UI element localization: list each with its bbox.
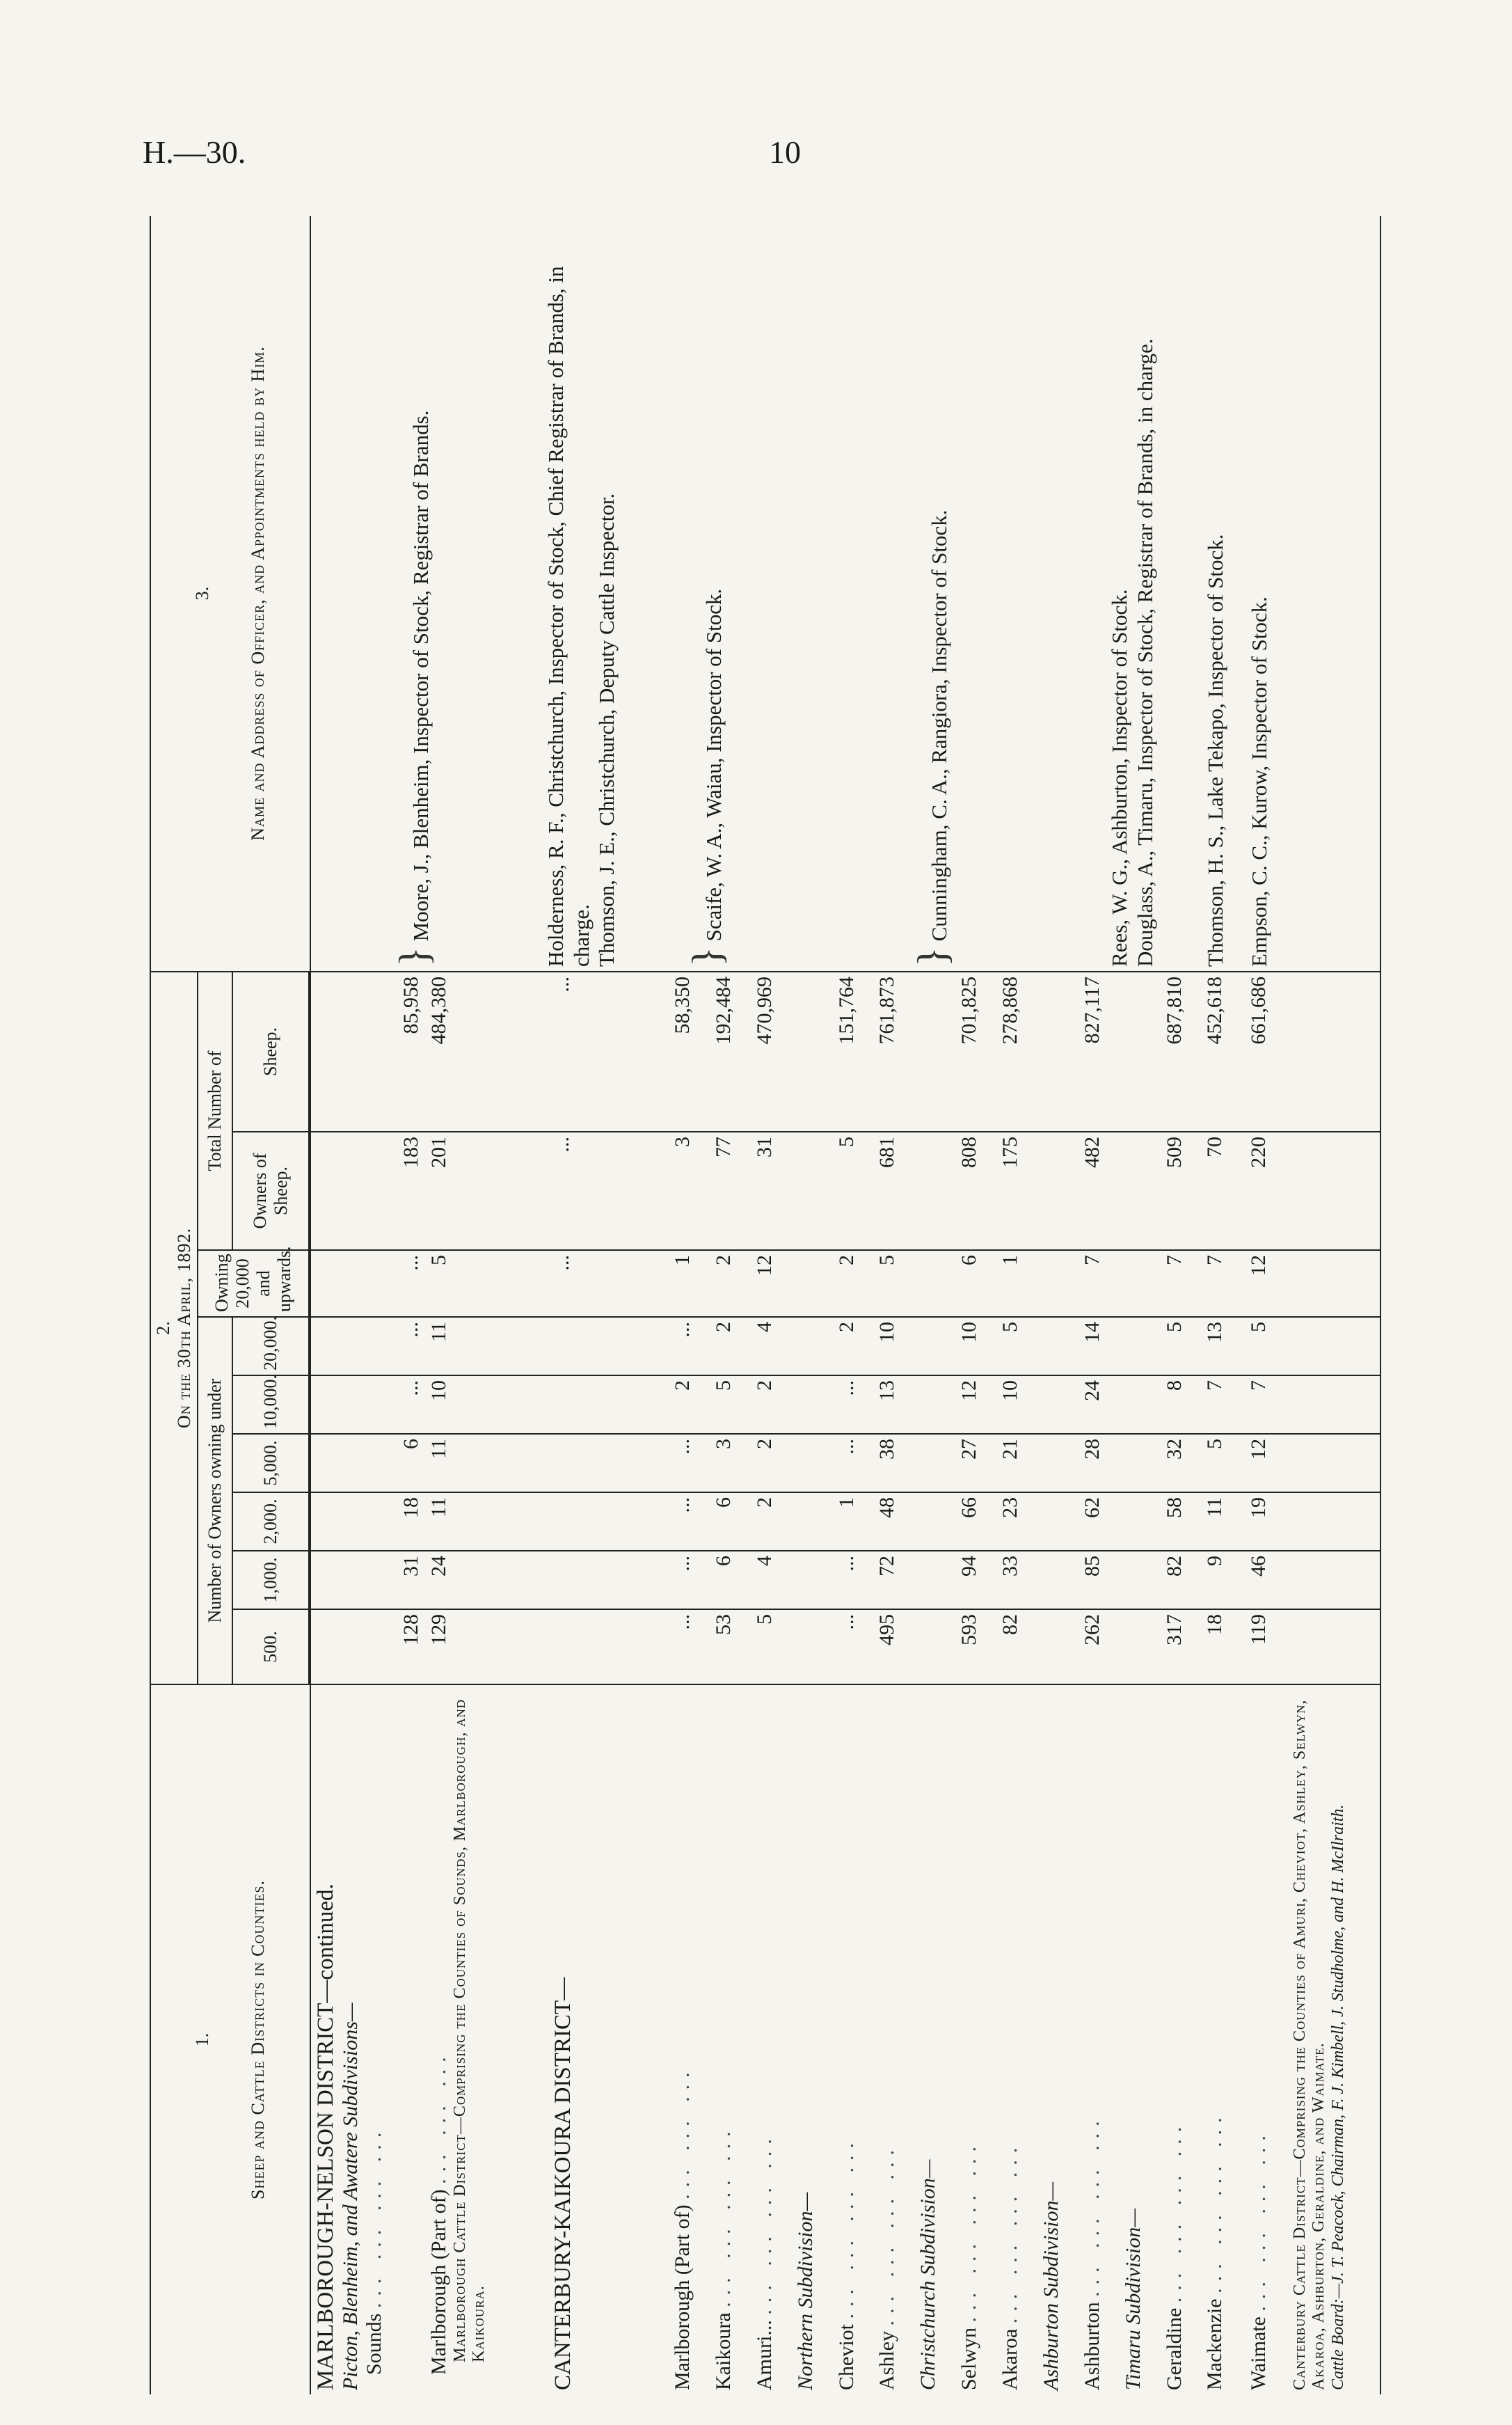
col3-number: 3. (192, 586, 212, 601)
cell: 470,969 (751, 972, 792, 1132)
officer-entry: Scaife, W. A., Waiau, Inspector of Stock. (701, 588, 726, 942)
cell: 11 (425, 1434, 523, 1492)
cell: 77 (710, 1132, 751, 1250)
cell: ... (833, 1609, 874, 1684)
cell: 12 (1245, 1434, 1289, 1492)
row-name: Waimate (1247, 2316, 1271, 2390)
cell: 2 (710, 1317, 751, 1375)
cell: 82 (996, 1609, 1037, 1684)
cell: 5 (710, 1375, 751, 1434)
table-row (792, 216, 833, 2394)
cell: 3 (669, 1132, 710, 1250)
officer-entry: Cunningham, C. A., Rangiora, Inspector of Stock. (926, 510, 951, 942)
row-name: Selwyn (957, 2328, 981, 2390)
cell: 2 (669, 1375, 710, 1434)
cell: 6 (710, 1492, 751, 1551)
row-name: Amuri... (752, 2320, 776, 2390)
cell: 58,350 (669, 972, 710, 1132)
table-row (310, 216, 425, 2394)
cell: 183 (310, 1132, 425, 1250)
page-number: 10 (769, 134, 801, 170)
cell: ... (833, 1434, 874, 1492)
cell: 18 (1201, 1609, 1245, 1684)
cell: 12 (1245, 1250, 1289, 1317)
cell: 129 (425, 1609, 523, 1684)
table-row (751, 216, 792, 2394)
size-20000-header: 20,000. (232, 1317, 309, 1375)
size-10000-header: 10,000. (232, 1375, 309, 1434)
cell: 687,810 (1161, 972, 1202, 1132)
leader-dots: ... ... ... ... (711, 2124, 735, 2307)
cell: 13 (873, 1375, 914, 1434)
cell: 11 (425, 1317, 523, 1375)
cell: 70 (1201, 1132, 1245, 1250)
cell: 24 (1079, 1375, 1120, 1434)
cell: 10 (955, 1317, 996, 1375)
cell: 31 (310, 1551, 425, 1609)
col1-header (150, 1684, 310, 2394)
cell: 85,958 (310, 972, 425, 1132)
cell: 82 (1161, 1551, 1202, 1609)
cell: 2 (751, 1434, 792, 1492)
cell: 7 (1079, 1250, 1120, 1317)
row-name: Kaikoura (711, 2312, 735, 2390)
cell: 53 (710, 1609, 751, 1684)
row-name: Sounds (363, 2313, 385, 2375)
cell: 23 (996, 1492, 1037, 1551)
cell: ... (523, 972, 669, 1132)
cell: 10 (425, 1375, 523, 1434)
cell: ... (310, 1250, 425, 1317)
leader-dots: ... ... ... ... (1080, 2114, 1104, 2297)
col2-header (150, 972, 198, 1684)
cell: 58 (1161, 1492, 1202, 1551)
officer-entry: Thomson, H. S., Lake Tekapo, Inspector of Stock. (1203, 534, 1228, 967)
leader-dots: ... ... ... (427, 2050, 450, 2184)
cell: ... (310, 1375, 425, 1434)
row-name: Akaroa (998, 2328, 1022, 2390)
cell: 14 (1079, 1317, 1120, 1375)
subdivision-title: Ashburton Subdivision— (1037, 1684, 1079, 2394)
cell: 19 (1245, 1492, 1289, 1551)
owners-of-sheep-header: Owners of Sheep. (232, 1132, 309, 1250)
owning-over-header: Owning 20,000 and upwards. (198, 1250, 309, 1317)
cell: 220 (1245, 1132, 1289, 1250)
cell: 5 (1201, 1434, 1245, 1492)
cell: ... (669, 1492, 710, 1551)
cell: 6 (710, 1551, 751, 1609)
officer-entry: Moore, J., Blenheim, Inspector of Stock, Registrar of Brands. (408, 410, 433, 942)
cell: 28 (1079, 1434, 1120, 1492)
cell: 5 (873, 1250, 914, 1317)
officer-entry: Douglass, A., Timaru, Inspector of Stock, Registrar of Brands, in charge. (1132, 338, 1157, 967)
row-name: Ashburton (1080, 2302, 1104, 2390)
district-title: MARLBOROUGH-NELSON DISTRICT—continued. (313, 1883, 338, 2390)
subdivision-title: Timaru Subdivision— (1120, 1684, 1161, 2394)
cell: 484,380 (425, 972, 523, 1132)
officer-entry: Thomson, J. E., Christchurch, Deputy Cattle Inspector. (594, 493, 619, 967)
table-row (1201, 216, 1245, 2394)
row-name: Marlborough (Part of) (427, 2189, 450, 2375)
cell: 5 (1245, 1317, 1289, 1375)
cell: 175 (996, 1132, 1037, 1250)
total-number-header: Total Number of (198, 972, 232, 1250)
cell: ... (833, 1551, 874, 1609)
table-row (523, 216, 669, 2394)
owning-under-header: Number of Owners owning under (198, 1317, 232, 1684)
cell: 128 (310, 1609, 425, 1684)
row-name: Cheviot (834, 2324, 858, 2390)
cell: 482 (1079, 1132, 1120, 1250)
cell: 10 (873, 1317, 914, 1375)
row-name: Mackenzie (1203, 2298, 1227, 2390)
brace: } (391, 947, 438, 967)
cell: ... (669, 1434, 710, 1492)
cell: 72 (873, 1551, 914, 1609)
cell: 46 (1245, 1551, 1289, 1609)
cell: 8 (1161, 1375, 1202, 1434)
cell: 1 (669, 1250, 710, 1317)
cell: 2 (751, 1375, 792, 1434)
cell: 701,825 (955, 972, 996, 1132)
col3-title: Name and Address of Officer, and Appointments held by Him. (248, 346, 268, 841)
cell: 31 (751, 1132, 792, 1250)
cell: 1 (996, 1250, 1037, 1317)
cell: 13 (1201, 1317, 1245, 1375)
leader-dots: ... ... ... (671, 2065, 694, 2199)
table-row (1037, 216, 1079, 2394)
cell: 7 (1201, 1375, 1245, 1434)
cell: 27 (955, 1434, 996, 1492)
officer-entry: Empson, C. C., Kurow, Inspector of Stock. (1247, 597, 1272, 967)
cell: 593 (955, 1609, 996, 1684)
leader-dots: ... ... ... ... (998, 2140, 1022, 2324)
cell: 4 (751, 1317, 792, 1375)
row-name: Ashley (875, 2331, 899, 2390)
leader-dots: ... ... ... ... (363, 2125, 385, 2309)
cell: 201 (425, 1132, 523, 1250)
cell: 5 (996, 1317, 1037, 1375)
cell: 6 (955, 1250, 996, 1317)
leader-dots: ... ... ... ... (1162, 2119, 1186, 2303)
col3-header (150, 216, 310, 972)
cell: 4 (751, 1551, 792, 1609)
cell: 1 (833, 1492, 874, 1551)
cell: 7 (1201, 1250, 1245, 1317)
cell: 62 (1079, 1492, 1120, 1551)
cell: 94 (955, 1551, 996, 1609)
district-title: CANTERBURY-KAIKOURA DISTRICT— (550, 1977, 575, 2390)
cell: 192,484 (710, 972, 751, 1132)
sheep-districts-table (150, 216, 1381, 2394)
rotated-table-wrapper (150, 216, 1381, 2394)
cell: 262 (1079, 1609, 1120, 1684)
cell: 18 (310, 1492, 425, 1551)
cell: 661,686 (1245, 972, 1289, 1132)
table-row (1289, 216, 1380, 2394)
cell: ... (523, 1250, 669, 1317)
leader-dots: ... ... ... ... (957, 2140, 981, 2323)
cell: 151,764 (833, 972, 874, 1132)
cell: 2 (751, 1492, 792, 1551)
size-2000-header: 2,000. (232, 1492, 309, 1551)
cell: 681 (873, 1132, 914, 1250)
subdivision-title: Northern Subdivision— (792, 1684, 833, 2394)
col1-number: 1. (192, 2032, 212, 2047)
subdivision-title: Christchurch Subdivision— (914, 1684, 955, 2394)
cell: 66 (955, 1492, 996, 1551)
cell: 808 (955, 1132, 996, 1250)
cell: 278,868 (996, 972, 1037, 1132)
cell: 48 (873, 1492, 914, 1551)
brace: } (909, 947, 955, 967)
cattle-board-note: Cattle Board:—J. T. Peacock, Chairman, F. J. Kimbell, J. Studholme, and H. McIlraith. (1328, 1804, 1347, 2390)
cell: 85 (1079, 1551, 1120, 1609)
cell: 38 (873, 1434, 914, 1492)
cell: 5 (425, 1250, 523, 1317)
cell: 119 (1245, 1609, 1289, 1684)
size-1000-header: 1,000. (232, 1551, 309, 1609)
table-row (833, 216, 874, 2394)
cell: ... (310, 1317, 425, 1375)
cell: 495 (873, 1609, 914, 1684)
cell: 32 (1161, 1434, 1202, 1492)
brace: } (684, 947, 731, 967)
size-5000-header: 5,000. (232, 1434, 309, 1492)
cell: 5 (751, 1609, 792, 1684)
col2-title: On the 30th April, 1892. (174, 1227, 194, 1429)
col1-title: Sheep and Cattle Districts in Counties. (248, 1880, 268, 2199)
row-name: Marlborough (Part of) (671, 2204, 694, 2390)
cell: 21 (996, 1434, 1037, 1492)
subdivision-title: Picton, Blenheim, and Awatere Subdivisions— (339, 2003, 362, 2390)
cell: ... (523, 1132, 669, 1250)
table-row (669, 216, 710, 2394)
leader-dots: ... ... ... ... (834, 2136, 858, 2319)
cell: 6 (310, 1434, 425, 1492)
cell: 2 (710, 1250, 751, 1317)
cell: 3 (710, 1434, 751, 1492)
leader-dots: ... ... ... ... (875, 2143, 899, 2326)
cell: 12 (751, 1250, 792, 1317)
col2-number: 2. (153, 1321, 173, 1335)
leader-dots: ... ... ... ... (1203, 2110, 1227, 2293)
cell: ... (669, 1609, 710, 1684)
cell: 452,618 (1201, 972, 1245, 1132)
cell: 11 (425, 1492, 523, 1551)
sheep-header: Sheep. (232, 972, 309, 1132)
leader-dots: ... ... ... ... (1247, 2128, 1271, 2312)
leader-dots: ... ... ... ... (752, 2132, 776, 2315)
cell: 33 (996, 1551, 1037, 1609)
page-reference: H.—30. (143, 134, 246, 170)
officer-entry: Rees, W. G., Ashburton, Inspector of Stock. (1107, 589, 1132, 967)
cell: 761,873 (873, 972, 914, 1132)
cell: 11 (1201, 1492, 1245, 1551)
cell: 827,117 (1079, 972, 1120, 1132)
cell: ... (669, 1551, 710, 1609)
officer-entry: Holderness, R. F., Christchurch, Inspector of Stock, Chief Registrar of Brands, in charge. (543, 266, 594, 967)
district-note: Canterbury Cattle District—Comprising the Counties of Amuri, Cheviot, Ashley, Selwyn, Akaroa, Ashburton, Geraldine, and Waimate. (1290, 1699, 1328, 2390)
cell: 5 (833, 1132, 874, 1250)
cell: 10 (996, 1375, 1037, 1434)
cell: ... (669, 1317, 710, 1375)
cell: 9 (1201, 1551, 1245, 1609)
cell: 5 (1161, 1317, 1202, 1375)
cell: 7 (1245, 1375, 1289, 1434)
row-name: Geraldine (1162, 2307, 1186, 2390)
cell: 509 (1161, 1132, 1202, 1250)
district-note: Marlborough Cattle District—Comprising the Counties of Sounds, Marlborough, and Kaikoura. (450, 1698, 488, 2362)
cell: 2 (833, 1317, 874, 1375)
cell: 2 (833, 1250, 874, 1317)
size-500-header: 500. (232, 1609, 309, 1684)
cell: 7 (1161, 1250, 1202, 1317)
table-row (1245, 216, 1289, 2394)
cell: 12 (955, 1375, 996, 1434)
cell: ... (833, 1375, 874, 1434)
cell: 24 (425, 1551, 523, 1609)
table-row (1161, 216, 1202, 2394)
cell: 317 (1161, 1609, 1202, 1684)
